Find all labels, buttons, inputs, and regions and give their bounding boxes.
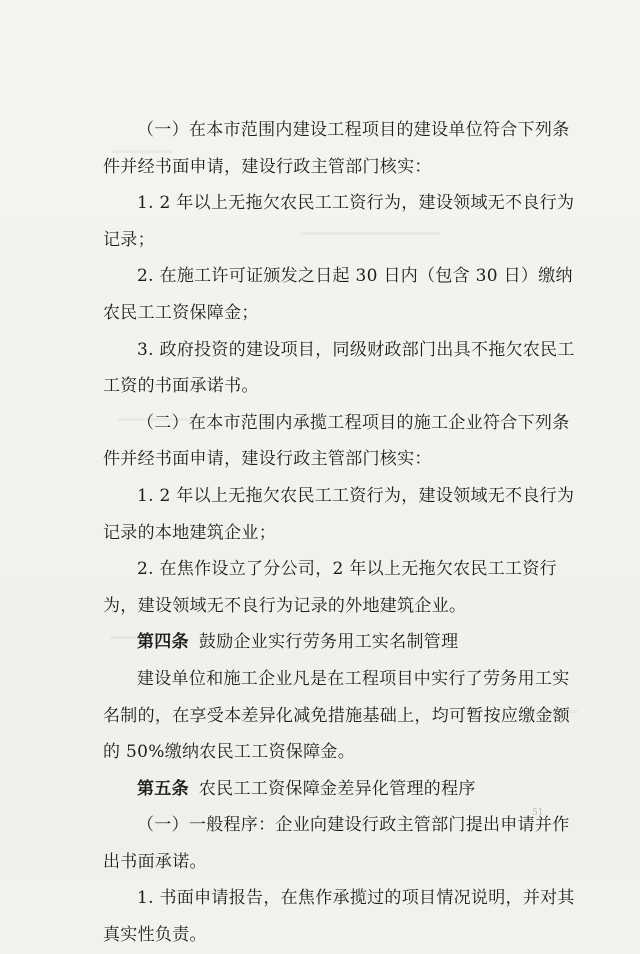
article-4-body: 建设单位和施工企业凡是在工程项目中实行了劳务用工实名制的，在享受本差异化减免措施基础上，均可暂按应缴金额的 50%缴纳农民工工资保障金。 (103, 668, 571, 763)
document-body (103, 112, 583, 954)
article-4-heading (103, 624, 583, 661)
article-4-number: 第四条 (137, 632, 189, 653)
clause-1-item-3: 3. 政府投资的建设项目，同级财政部门出具不拖欠农民工工资的书面承诺书。 (103, 339, 575, 397)
article-5-heading (103, 771, 583, 808)
article-5-item-2: 1. 书面申请报告，在焦作承揽过的项目情况说明，并对其真实性负责。 (103, 888, 575, 946)
clause-1-intro: （一）在本市范围内建设工程项目的建设单位符合下列条件并经书面申请，建设行政主管部门核实： (103, 120, 570, 177)
clause-2-intro: （二）在本市范围内承揽工程项目的施工企业符合下列条件并经书面申请，建设行政主管部门核实： (103, 412, 570, 470)
clause-1-item-2: 2. 在施工许可证颁发之日起 30 日内（包含 30 日）缴纳农民工工资保障金； (103, 266, 573, 323)
article-5-number: 第五条 (137, 778, 189, 799)
article-5-item-1: （一）一般程序：企业向建设行政主管部门提出申请并作出书面承诺。 (103, 815, 570, 872)
article-5-title: 农民工工资保障金差异化管理的程序 (198, 778, 476, 799)
clause-2-item-1: 1. 2 年以上无拖欠农民工工资行为，建设领域无不良行为记录的本地建筑企业； (103, 485, 575, 543)
clause-1-item-1: 1. 2 年以上无拖欠农民工工资行为，建设领域无不良行为记录； (103, 193, 575, 250)
page-number: 51 (532, 808, 544, 818)
article-4-title: 鼓励企业实行劳务用工实名制管理 (198, 632, 459, 653)
clause-2-item-2: 2. 在焦作设立了分公司，2 年以上无拖欠农民工工资行为，建设领域无不良行为记录的外地建筑企业。 (103, 559, 557, 616)
